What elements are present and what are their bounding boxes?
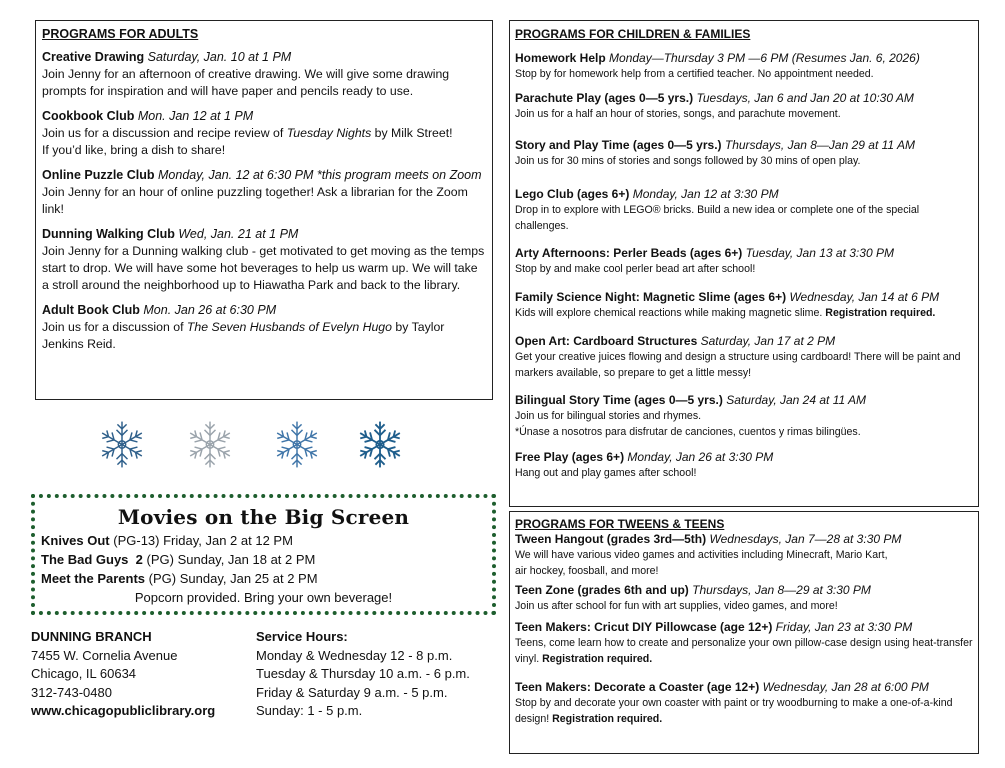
program-desc: Join Jenny for a Dunning walking club - get motivated to get moving as the temps start to drop. We will have some hot beverages to help us warm up. We will take a stroll around the neighborhood up to Hiawatha Park and back to the library. <box>42 244 485 292</box>
program-when: Mon. Jan 12 at 1 PM <box>137 109 254 123</box>
snowflake-row <box>92 417 422 472</box>
program-item: Teen Makers: Decorate a Coaster (age 12+) Wednesday, Jan 28 at 6:00 PM Stop by and decorate your own coaster with paint or try woodburning to make a one-of-a-kind design! Registration required. <box>515 680 953 725</box>
adult-programs-heading: PROGRAMS FOR ADULTS <box>42 27 199 41</box>
movie-item: Knives Out (PG-13) Friday, Jan 2 at 12 PM <box>41 533 293 548</box>
program-item <box>42 108 486 159</box>
registration-note: Registration required. <box>542 653 653 665</box>
snowflake-icon <box>92 417 152 472</box>
teen-programs-section <box>509 511 979 754</box>
program-desc: Join Jenny for an hour of online puzzling together! Ask a librarian for the Zoom link! <box>42 185 468 216</box>
program-title: Online Puzzle Club <box>42 168 155 182</box>
movies-section <box>31 494 496 615</box>
movie-item: Meet the Parents (PG) Sunday, Jan 25 at 2 PM <box>41 571 318 586</box>
branch-city: Chicago, IL 60634 <box>31 666 137 681</box>
program-item <box>42 302 486 353</box>
branch-phone: 312-743-0480 <box>31 684 112 700</box>
movies-note: Popcorn provided. Bring your own beverage! <box>134 590 393 605</box>
program-item <box>42 167 486 218</box>
branch-name: DUNNING BRANCH <box>31 629 152 644</box>
program-desc: Join us for a discussion of The Seven Husbands of Evelyn Hugo by Taylor Jenkins Reid. <box>42 320 445 351</box>
program-item: Story and Play Time (ages 0—5 yrs.) Thursdays, Jan 8—Jan 29 at 11 AM Join us for 30 mins of stories and songs followed by 30 mins of open play. <box>515 138 915 167</box>
program-item: Tween Hangout (grades 3rd—5th) Wednesdays, Jan 7—28 at 3:30 PM We will have various video games and activities including Minecraft, Mario Kart, air hockey, foosball, and more! <box>515 532 902 577</box>
hours-line: Friday & Saturday 9 a.m. - 5 p.m. <box>256 684 448 700</box>
registration-note: Registration required. <box>552 713 663 725</box>
program-item <box>42 226 486 294</box>
program-title: Cookbook Club <box>42 109 135 123</box>
adult-programs-section <box>35 20 493 400</box>
branch-website: www.chicagopubliclibrary.org <box>31 703 216 718</box>
program-when: Monday, Jan. 12 at 6:30 PM *this program meets on Zoom <box>158 168 482 182</box>
teen-programs-heading: PROGRAMS FOR TWEENS & TEENS <box>515 517 725 531</box>
snowflake-icon <box>180 417 240 472</box>
branch-info <box>31 628 215 721</box>
children-programs-heading: PROGRAMS FOR CHILDREN & FAMILIES <box>515 27 751 41</box>
registration-note: Registration required. <box>825 307 936 319</box>
program-item: Homework Help Monday—Thursday 3 PM —6 PM (Resumes Jan. 6, 2026) Stop by for homework help from a certified teacher. No appointment needed. <box>515 51 920 80</box>
program-desc: Join Jenny for an afternoon of creative drawing. We will give some drawing prompts for inspiration and will have paper and pencils ready to use. <box>42 67 450 98</box>
program-title: Dunning Walking Club <box>42 227 175 241</box>
snowflake-icon <box>350 417 410 472</box>
program-item: Family Science Night: Magnetic Slime (ages 6+) Wednesday, Jan 14 at 6 PM Kids will explore chemical reactions while making magnetic slime. Registration required. <box>515 290 940 319</box>
book-title: Tuesday Nights <box>286 126 372 140</box>
hours-line: Tuesday & Thursday 10 a.m. - 6 p.m. <box>256 666 470 681</box>
program-title: Adult Book Club <box>42 303 140 317</box>
hours-heading: Service Hours: <box>256 629 348 644</box>
hours-line: Sunday: 1 - 5 p.m. <box>256 703 363 718</box>
program-desc: Join us for a discussion and recipe review of Tuesday Nights by Milk Street! If you’d like, bring a dish to share! <box>42 126 453 157</box>
program-item: Lego Club (ages 6+) Monday, Jan 12 at 3:30 PM Drop in to explore with LEGO® bricks. Build a new idea or complete one of the special challenges. <box>515 187 920 232</box>
hours-line: Monday & Wednesday 12 - 8 p.m. <box>256 647 453 663</box>
program-item <box>42 49 486 100</box>
movie-item: The Bad Guys 2 (PG) Sunday, Jan 18 at 2 PM <box>41 552 316 567</box>
program-item: Open Art: Cardboard Structures Saturday, Jan 17 at 2 PM Get your creative juices flowing and design a structure using cardboard! There will be paint and markers available, so prepare to get a little messy! <box>515 334 961 379</box>
snowflake-icon <box>267 417 327 472</box>
movies-title: Movies on the Big Screen <box>117 505 410 529</box>
program-item: Free Play (ages 6+) Monday, Jan 26 at 3:30 PM Hang out and play games after school! <box>515 450 774 479</box>
program-item: Teen Zone (grades 6th and up) Thursdays, Jan 8—29 at 3:30 PM Join us after school for fun with art supplies, video games, and more! <box>515 583 871 612</box>
branch-address: 7455 W. Cornelia Avenue <box>31 647 178 663</box>
program-when: Mon. Jan 26 at 6:30 PM <box>143 303 277 317</box>
program-when: Wed, Jan. 21 at 1 PM <box>178 227 299 241</box>
book-title: The Seven Husbands of Evelyn Hugo <box>186 320 392 334</box>
program-title: Creative Drawing <box>42 50 145 64</box>
children-programs-section <box>509 20 979 507</box>
program-item: Bilingual Story Time (ages 0—5 yrs.) Saturday, Jan 24 at 11 AM Join us for bilingual stories and rhymes. *Únase a nosotros para disfrutar de canciones, cuentos y rimas bilingües. <box>515 393 867 438</box>
program-when: Saturday, Jan. 10 at 1 PM <box>147 50 292 64</box>
service-hours <box>256 628 470 721</box>
program-item: Teen Makers: Cricut DIY Pillowcase (age 12+) Friday, Jan 23 at 3:30 PM Teens, come learn how to create and personalize your own pillow-case design using heat-transfer vinyl. Registration required. <box>515 620 973 665</box>
program-item: Parachute Play (ages 0—5 yrs.) Tuesdays, Jan 6 and Jan 20 at 10:30 AM Join us for a half an hour of stories, songs, and parachute movement. <box>515 91 914 120</box>
program-item: Arty Afternoons: Perler Beads (ages 6+) Tuesday, Jan 13 at 3:30 PM Stop by and make cool perler bead art after school! <box>515 246 894 275</box>
